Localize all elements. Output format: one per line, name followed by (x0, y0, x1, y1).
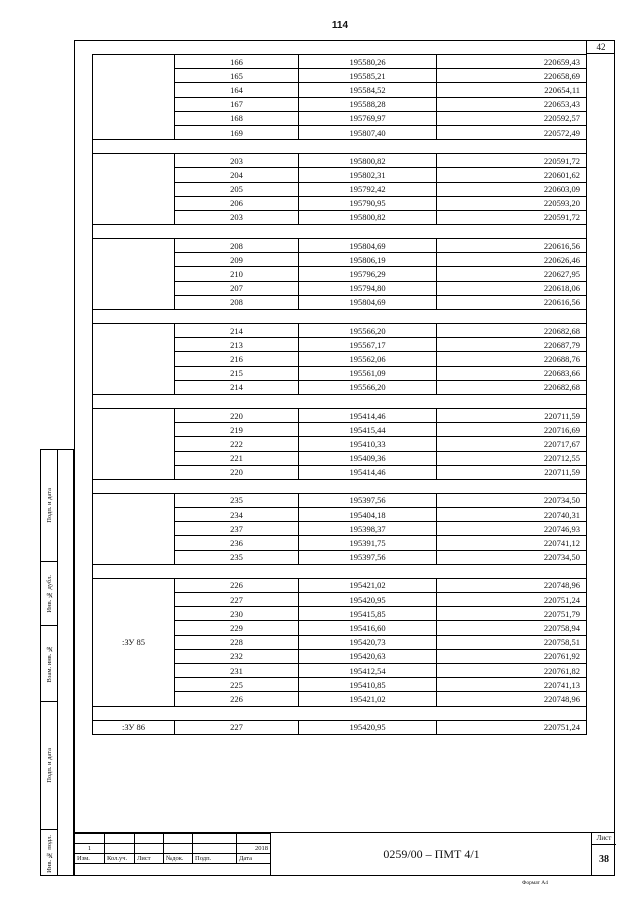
separator-row (93, 706, 587, 720)
rev-year: 2018 (237, 844, 271, 854)
coord-x: 195397,56 (299, 493, 437, 507)
side-label-sign-date-1: Подп. и дата (41, 702, 57, 830)
coordinates-table (92, 54, 587, 735)
coord-x: 195807,40 (299, 125, 437, 139)
coordinates-body (93, 55, 587, 735)
point-number: 203 (175, 210, 299, 224)
point-number: 230 (175, 607, 299, 621)
coord-y: 220659,43 (437, 55, 587, 69)
table-row (93, 578, 587, 592)
coord-y: 220758,94 (437, 621, 587, 635)
coord-x: 195414,46 (299, 465, 437, 479)
point-number: 214 (175, 324, 299, 338)
point-number: 220 (175, 465, 299, 479)
sheet-number: 38 (599, 854, 609, 865)
coord-y: 220683,66 (437, 366, 587, 380)
header-signature: Подп. (193, 854, 237, 864)
coord-x: 195800,82 (299, 154, 437, 168)
coord-y: 220716,69 (437, 423, 587, 437)
separator-row (93, 564, 587, 578)
coord-x: 195420,95 (299, 720, 437, 734)
coord-y: 220761,82 (437, 663, 587, 677)
point-number: 235 (175, 493, 299, 507)
coord-y: 220658,69 (437, 69, 587, 83)
side-stamp (40, 449, 74, 876)
coord-y: 220682,68 (437, 380, 587, 394)
parcel-label (93, 408, 175, 479)
point-number: 214 (175, 380, 299, 394)
coord-x: 195567,17 (299, 338, 437, 352)
separator-row (93, 140, 587, 154)
rev-sign (193, 844, 237, 854)
coord-x: 195410,85 (299, 678, 437, 692)
table-row (93, 493, 587, 507)
point-number: 227 (175, 593, 299, 607)
point-number: 210 (175, 267, 299, 281)
coord-y: 220688,76 (437, 352, 587, 366)
coord-x: 195584,52 (299, 83, 437, 97)
point-number: 209 (175, 253, 299, 267)
coord-x: 195414,46 (299, 408, 437, 422)
coord-y: 220682,68 (437, 324, 587, 338)
coord-y: 220734,50 (437, 550, 587, 564)
coord-x: 195790,95 (299, 196, 437, 210)
parcel-label (93, 239, 175, 310)
coord-x: 195421,02 (299, 578, 437, 592)
coord-y: 220748,96 (437, 578, 587, 592)
coord-y: 220603,09 (437, 182, 587, 196)
coord-y: 220761,92 (437, 649, 587, 663)
coord-x: 195792,42 (299, 182, 437, 196)
point-number: 235 (175, 550, 299, 564)
point-number: 222 (175, 437, 299, 451)
coord-y: 220751,24 (437, 593, 587, 607)
separator-row (93, 310, 587, 324)
header-count: Кол.уч. (105, 854, 135, 864)
table-row (93, 154, 587, 168)
coord-x: 195415,44 (299, 423, 437, 437)
side-label-replace-inv: Взам. инв. № (41, 626, 57, 702)
sheet-label: Лист (592, 833, 616, 845)
coord-y: 220751,24 (437, 720, 587, 734)
coord-x: 195420,73 (299, 635, 437, 649)
coord-x: 195769,97 (299, 111, 437, 125)
coord-y: 220746,93 (437, 522, 587, 536)
point-number: 205 (175, 182, 299, 196)
coord-x: 195410,33 (299, 437, 437, 451)
coord-x: 195796,29 (299, 267, 437, 281)
point-number: 164 (175, 83, 299, 97)
rev-doc (164, 844, 193, 854)
point-number: 234 (175, 508, 299, 522)
table-row (93, 55, 587, 69)
separator-cell (93, 479, 587, 493)
header-sheet: Лист (135, 854, 164, 864)
coord-y: 220616,56 (437, 239, 587, 253)
point-number: 237 (175, 522, 299, 536)
point-number: 207 (175, 281, 299, 295)
point-number: 166 (175, 55, 299, 69)
sheet-box (591, 833, 616, 876)
header-doc-number: №док. (164, 854, 193, 864)
point-number: 231 (175, 663, 299, 677)
header-change: Изм. (75, 854, 105, 864)
coord-x: 195415,85 (299, 607, 437, 621)
coord-x: 195421,02 (299, 692, 437, 706)
point-number: 219 (175, 423, 299, 437)
coord-x: 195804,69 (299, 295, 437, 309)
coord-x: 195580,26 (299, 55, 437, 69)
side-label-inv-duplicate: Инв. № дубл. (41, 562, 57, 626)
point-number: 226 (175, 578, 299, 592)
coord-y: 220758,51 (437, 635, 587, 649)
parcel-label (93, 324, 175, 395)
coord-y: 220748,96 (437, 692, 587, 706)
point-number: 236 (175, 536, 299, 550)
point-number: 228 (175, 635, 299, 649)
point-number: 215 (175, 366, 299, 380)
point-number: 216 (175, 352, 299, 366)
coord-y: 220601,62 (437, 168, 587, 182)
coord-y: 220711,59 (437, 465, 587, 479)
coord-x: 195397,56 (299, 550, 437, 564)
coord-y: 220740,31 (437, 508, 587, 522)
side-label-sign-date-2: Подп. и дата (41, 450, 57, 562)
coord-y: 220741,12 (437, 536, 587, 550)
coord-y: 220591,72 (437, 154, 587, 168)
table-row (93, 239, 587, 253)
coord-y: 220751,79 (437, 607, 587, 621)
separator-cell (93, 564, 587, 578)
rev-sheet (135, 844, 164, 854)
table-row (93, 324, 587, 338)
coord-x: 195804,69 (299, 239, 437, 253)
coord-y: 220626,46 (437, 253, 587, 267)
coord-x: 195561,09 (299, 366, 437, 380)
coord-x: 195806,19 (299, 253, 437, 267)
rev-cell (135, 834, 164, 844)
parcel-label (93, 493, 175, 564)
separator-cell (93, 140, 587, 154)
coord-x: 195412,54 (299, 663, 437, 677)
coord-y: 220654,11 (437, 83, 587, 97)
separator-row (93, 394, 587, 408)
separator-cell (93, 310, 587, 324)
coord-y: 220741,13 (437, 678, 587, 692)
coord-x: 195398,37 (299, 522, 437, 536)
separator-cell (93, 706, 587, 720)
point-number: 213 (175, 338, 299, 352)
rev-cell (164, 834, 193, 844)
parcel-label: :ЗУ 86 (93, 720, 175, 734)
parcel-label (93, 154, 175, 225)
side-label-inv-original: Инв. № подл. (45, 834, 53, 873)
coord-y: 220593,20 (437, 196, 587, 210)
document-code: 0259/00 – ПМТ 4/1 (270, 833, 592, 876)
point-number: 208 (175, 239, 299, 253)
coord-y: 220734,50 (437, 493, 587, 507)
coord-y: 220592,57 (437, 111, 587, 125)
point-number: 225 (175, 678, 299, 692)
coord-y: 220572,49 (437, 125, 587, 139)
coord-y: 220711,59 (437, 408, 587, 422)
coord-y: 220618,06 (437, 281, 587, 295)
coord-y: 220717,67 (437, 437, 587, 451)
point-number: 165 (175, 69, 299, 83)
coord-x: 195585,21 (299, 69, 437, 83)
coord-y: 220712,55 (437, 451, 587, 465)
header-date: Дата (237, 854, 271, 864)
coord-y: 220653,43 (437, 97, 587, 111)
point-number: 227 (175, 720, 299, 734)
coord-x: 195409,36 (299, 451, 437, 465)
coord-x: 195566,20 (299, 380, 437, 394)
coord-x: 195794,80 (299, 281, 437, 295)
coord-y: 220591,72 (437, 210, 587, 224)
coord-x: 195588,28 (299, 97, 437, 111)
point-number: 204 (175, 168, 299, 182)
table-row (93, 720, 587, 734)
title-block (74, 832, 615, 877)
point-number: 229 (175, 621, 299, 635)
point-number: 169 (175, 125, 299, 139)
coord-x: 195566,20 (299, 324, 437, 338)
rev-number: 1 (75, 844, 105, 854)
page-number: 114 (331, 20, 349, 31)
point-number: 203 (175, 154, 299, 168)
separator-row (93, 479, 587, 493)
parcel-label: :ЗУ 85 (93, 578, 175, 706)
coord-y: 220627,95 (437, 267, 587, 281)
rev-cell (105, 834, 135, 844)
coord-x: 195420,63 (299, 649, 437, 663)
coord-x: 195802,31 (299, 168, 437, 182)
point-number: 206 (175, 196, 299, 210)
point-number: 221 (175, 451, 299, 465)
point-number: 226 (175, 692, 299, 706)
revision-grid (74, 833, 271, 864)
rev-count (105, 844, 135, 854)
corner-sheet-number: 42 (586, 41, 615, 54)
point-number: 232 (175, 649, 299, 663)
coord-x: 195391,75 (299, 536, 437, 550)
point-number: 208 (175, 295, 299, 309)
separator-cell (93, 394, 587, 408)
rev-cell (75, 834, 105, 844)
rev-cell (193, 834, 237, 844)
coord-y: 220687,79 (437, 338, 587, 352)
coord-x: 195562,06 (299, 352, 437, 366)
separator-cell (93, 225, 587, 239)
coord-x: 195416,60 (299, 621, 437, 635)
rev-cell (237, 834, 271, 844)
point-number: 220 (175, 408, 299, 422)
coord-x: 195800,82 (299, 210, 437, 224)
point-number: 168 (175, 111, 299, 125)
table-row (93, 408, 587, 422)
point-number: 167 (175, 97, 299, 111)
coord-x: 195420,95 (299, 593, 437, 607)
separator-row (93, 225, 587, 239)
coord-y: 220616,56 (437, 295, 587, 309)
coord-x: 195404,18 (299, 508, 437, 522)
format-label: Формат А4 (522, 880, 549, 886)
parcel-label (93, 55, 175, 140)
